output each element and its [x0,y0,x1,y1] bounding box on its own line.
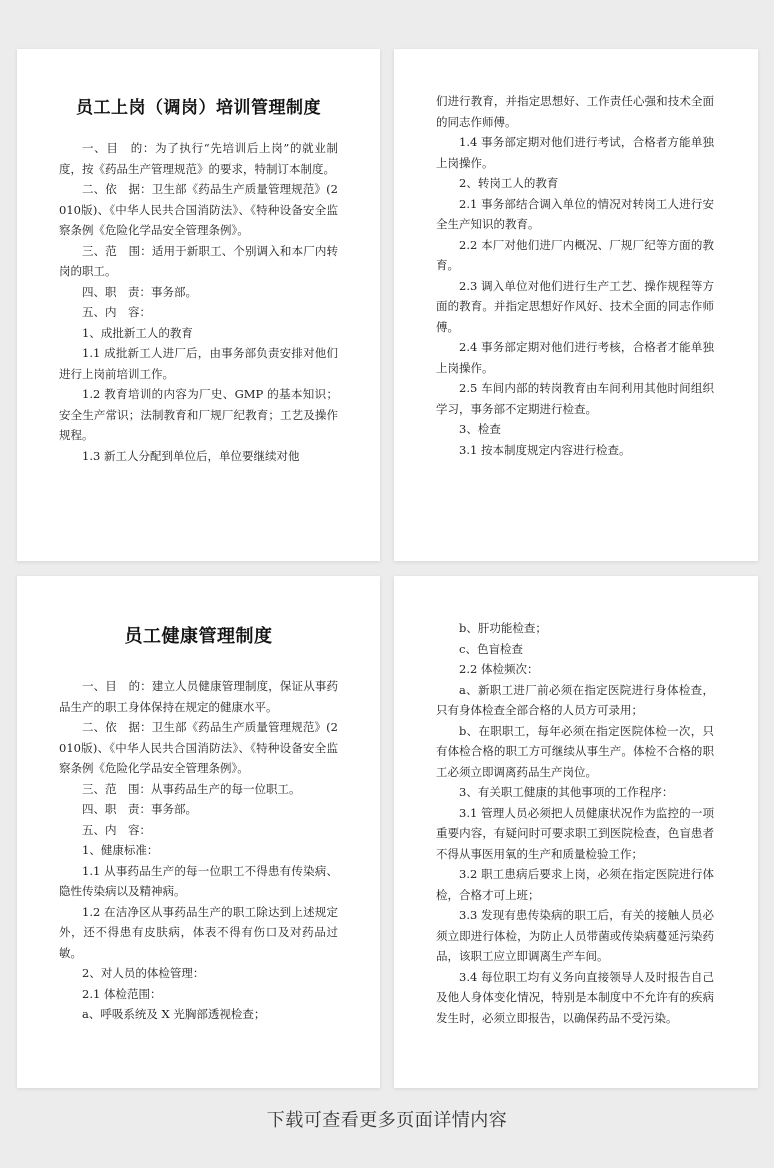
document-page-1 [17,49,380,561]
paragraph: a、新职工进厂前必须在指定医院进行身体检查，只有身体检查全部合格的人员方可录用； [436,682,714,717]
document-page-4 [394,576,758,1088]
paragraph: 一、目 的：建立人员健康管理制度，保证从事药品生产的职工身体保持在规定的健康水平。 [59,679,338,714]
paragraph: 1.1 从事药品生产的每一位职工不得患有传染病、隐性传染病以及精神病。 [59,863,338,898]
paragraph: 2.5 车间内部的转岗教育由车间利用其他时间组织学习，事务部不定期进行检查。 [436,381,714,416]
document-page-2 [394,49,758,561]
paragraph: 们进行教育，并指定思想好、工作责任心强和技术全面的同志作师傅。 [436,94,714,129]
paragraph: 三、范 围：适用于新职工、个别调入和本厂内转岗的职工。 [59,243,338,278]
page-title: 员工上岗（调岗）培训管理制度 [76,98,321,118]
paragraph: 3.3 发现有患传染病的职工后，有关的接触人员必须立即进行体检，为防止人员带菌或传染病蔓延污染药品，该职工应立即调离生产车间。 [436,908,714,963]
paragraph: 3、检查 [459,422,501,436]
paragraph: 3.1 管理人员必须把人员健康状况作为监控的一项重要内容，有疑问时可要求职工到医院检查，色盲患者不得从事医用氧的生产和质量检验工作； [436,805,714,861]
paragraph: 3、有关职工健康的其他事项的工作程序： [459,785,674,799]
paragraph: 1.2 在洁净区从事药品生产的职工除达到上述规定外，还不得患有皮肤病，体表不得有伤口及对药品过敏。 [59,904,338,960]
paragraph: 2.1 事务部结合调入单位的情况对转岗工人进行安全生产知识的教育。 [436,196,714,231]
paragraph: 四、职 责：事务部。 [82,802,197,816]
paragraph: 三、范 围：从事药品生产的每一位职工。 [82,781,301,796]
paragraph: 二、依 据：卫生部《药品生产质量管理规范》(2010版)、《中华人民共合国消防法》、《特种设备安全监察条例《危险化学品安全管理条例》。 [59,720,338,775]
paragraph: 2.1 体检范围： [82,986,162,1001]
paragraph: b、在职职工，每年必须在指定医院体检一次，只有体检合格的职工方可继续从事生产。体检不合格的职工必须立即调离药品生产岗位。 [436,723,714,779]
paragraph: 3.4 每位职工均有义务向直接领导人及时报告自己及他人身体变化情况，特别是本制度中不允许有的疾病发生时，必须立即报告，以确保药品不受污染。 [436,969,714,1025]
paragraph: 一、目 的：为了执行“先培训后上岗”的就业制度，按《药品生产管理规范》的要求，特制订本制度。 [59,141,338,176]
page-title: 员工健康管理制度 [124,626,273,647]
paragraph: 2.2 本厂对他们进厂内概况、厂规厂纪等方面的教育。 [436,237,714,272]
paragraph: 1.3 新工人分配到单位后，单位要继续对他 [82,448,300,463]
paragraph: 2.2 体检频次： [459,662,539,676]
paragraph: 3.1 按本制度规定内容进行检查。 [459,442,631,457]
paragraph: 2.3 调入单位对他们进行生产工艺、操作规程等方面的教育。并指定思想好作风好、技术全面的同志作师傅。 [436,278,714,334]
paragraph: 2、对人员的体检管理： [82,966,205,980]
paragraph: c、色盲检查 [459,641,523,656]
download-hint: 下载可查看更多页面详情内容 [266,1110,508,1131]
paragraph: b、肝功能检查； [459,621,547,635]
paragraph: a、呼吸系统及 X 光胸部透视检查； [82,1007,266,1021]
paragraph: 3.2 职工患病后要求上岗，必须在指定医院进行体检，合格才可上班； [436,867,714,902]
document-page-3 [17,576,380,1088]
paragraph: 1、成批新工人的教育 [82,325,193,340]
paragraph: 五、内 容： [82,822,151,837]
paragraph: 五、内 容： [82,305,151,319]
paragraph: 二、依 据：卫生部《药品生产质量管理规范》(2010版)、《中华人民共合国消防法》、《特种设备安全监察条例《危险化学品安全管理条例》。 [59,182,338,237]
paragraph: 1、健康标准： [82,843,159,857]
paragraph: 1.1 成批新工人进厂后，由事务部负责安排对他们进行上岗前培训工作。 [59,346,338,381]
paragraph: 1.4 事务部定期对他们进行考试，合格者方能单独上岗操作。 [436,135,714,170]
paragraph: 2、转岗工人的教育 [459,176,559,190]
paragraph: 1.2 教育培训的内容为厂史、GMP 的基本知识；安全生产常识；法制教育和厂规厂纪教育；工艺及操作规程。 [59,387,338,442]
paragraph: 2.4 事务部定期对他们进行考核，合格者才能单独上岗操作。 [436,340,714,375]
paragraph: 四、职 责：事务部。 [82,284,197,299]
